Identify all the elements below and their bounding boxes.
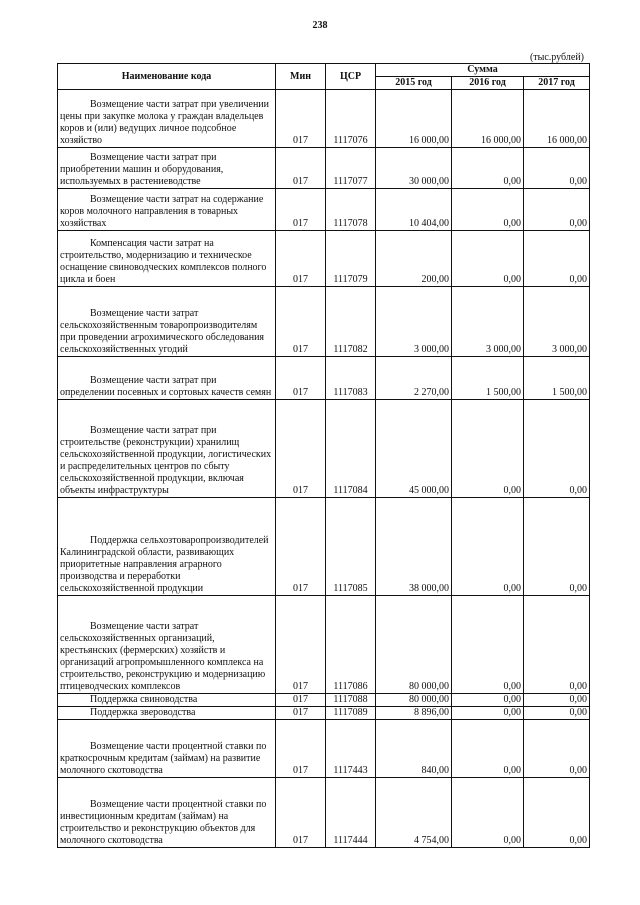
row-2016: 0,00 xyxy=(452,720,524,778)
row-name: Возмещение части затрат при определении посевных и сортовых качеств семян xyxy=(58,357,276,400)
row-name: Поддержка звероводства xyxy=(58,707,276,720)
table-row xyxy=(58,400,590,498)
row-name: Возмещение части затрат сельскохозяйственных организаций, крестьянских (фермерских) хозяйств и организаций агропромышленного комплекса на строительство, реконструкцию и модернизацию птицеводческих комплексов xyxy=(58,596,276,694)
row-csr: 1117083 xyxy=(326,357,376,400)
row-2016: 3 000,00 xyxy=(452,287,524,357)
row-2015: 8 896,00 xyxy=(376,707,452,720)
table-row xyxy=(58,778,590,848)
row-2016: 0,00 xyxy=(452,498,524,596)
row-name: Возмещение части затрат сельскохозяйственным товаропроизводителям при проведении агрохимического обследования сельскохозяйственных угодий xyxy=(58,287,276,357)
row-2016: 0,00 xyxy=(452,148,524,189)
row-2016: 0,00 xyxy=(452,778,524,848)
row-2016: 0,00 xyxy=(452,189,524,231)
row-csr: 1117084 xyxy=(326,400,376,498)
row-2017: 0,00 xyxy=(524,148,590,189)
row-min: 017 xyxy=(276,694,326,707)
row-2015: 45 000,00 xyxy=(376,400,452,498)
row-2017: 0,00 xyxy=(524,400,590,498)
header-csr: ЦСР xyxy=(326,64,376,90)
table-row xyxy=(58,148,590,189)
row-csr: 1117089 xyxy=(326,707,376,720)
table-row xyxy=(58,90,590,148)
row-2015: 30 000,00 xyxy=(376,148,452,189)
row-2016: 0,00 xyxy=(452,596,524,694)
row-2017: 1 500,00 xyxy=(524,357,590,400)
row-2017: 0,00 xyxy=(524,720,590,778)
row-csr: 1117085 xyxy=(326,498,376,596)
row-min: 017 xyxy=(276,707,326,720)
row-2015: 38 000,00 xyxy=(376,498,452,596)
row-name: Возмещение части затрат при приобретении машин и оборудования, используемых в растениеводстве xyxy=(58,148,276,189)
budget-table xyxy=(57,63,590,848)
row-name: Возмещение части затрат на содержание коров молочного направления в товарных хозяйствах xyxy=(58,189,276,231)
row-name: Возмещение части затрат при строительстве (реконструкции) хранилищ сельскохозяйственной продукции, логистических и распределительных центров по сбыту сельскохозяйственной продукции, включая объекты инфраструктуры xyxy=(58,400,276,498)
row-name: Возмещение части процентной ставки по инвестиционным кредитам (займам) на строительство и реконструкцию объектов для молочного скотоводства xyxy=(58,778,276,848)
header-min: Мин xyxy=(276,64,326,90)
row-2015: 200,00 xyxy=(376,231,452,287)
row-2016: 16 000,00 xyxy=(452,90,524,148)
row-csr: 1117076 xyxy=(326,90,376,148)
row-min: 017 xyxy=(276,90,326,148)
row-name: Поддержка свиноводства xyxy=(58,694,276,707)
row-name: Компенсация части затрат на строительство, модернизацию и техническое оснащение свиноводческих комплексов полного цикла и боен xyxy=(58,231,276,287)
header-name: Наименование кода xyxy=(58,64,276,90)
row-min: 017 xyxy=(276,287,326,357)
table-row xyxy=(58,596,590,694)
header-2017: 2017 год xyxy=(524,77,590,90)
row-csr: 1117086 xyxy=(326,596,376,694)
row-name: Возмещение части затрат при увеличении цены при закупке молока у граждан владельцев коров и (или) ведущих личное подсобное хозяйство xyxy=(58,90,276,148)
row-2015: 10 404,00 xyxy=(376,189,452,231)
table-row xyxy=(58,498,590,596)
header-2015: 2015 год xyxy=(376,77,452,90)
table-row xyxy=(58,720,590,778)
row-2015: 80 000,00 xyxy=(376,596,452,694)
row-csr: 1117079 xyxy=(326,231,376,287)
header-sum: Сумма xyxy=(376,64,590,77)
row-2015: 4 754,00 xyxy=(376,778,452,848)
row-min: 017 xyxy=(276,778,326,848)
row-min: 017 xyxy=(276,498,326,596)
row-2016: 0,00 xyxy=(452,694,524,707)
row-min: 017 xyxy=(276,357,326,400)
row-2015: 16 000,00 xyxy=(376,90,452,148)
row-min: 017 xyxy=(276,720,326,778)
row-min: 017 xyxy=(276,231,326,287)
row-2016: 1 500,00 xyxy=(452,357,524,400)
table-row xyxy=(58,694,590,707)
row-2017: 0,00 xyxy=(524,694,590,707)
page-number: 238 xyxy=(312,20,328,31)
header-2016: 2016 год xyxy=(452,77,524,90)
table-row xyxy=(58,707,590,720)
row-csr: 1117444 xyxy=(326,778,376,848)
row-2015: 3 000,00 xyxy=(376,287,452,357)
table-row xyxy=(58,231,590,287)
row-csr: 1117443 xyxy=(326,720,376,778)
row-min: 017 xyxy=(276,400,326,498)
row-2015: 2 270,00 xyxy=(376,357,452,400)
units-label: (тыс.рублей) xyxy=(529,52,584,63)
row-min: 017 xyxy=(276,189,326,231)
row-name: Возмещение части процентной ставки по краткосрочным кредитам (займам) на развитие молочного скотоводства xyxy=(58,720,276,778)
row-2017: 16 000,00 xyxy=(524,90,590,148)
row-2017: 0,00 xyxy=(524,778,590,848)
row-2017: 0,00 xyxy=(524,498,590,596)
row-2017: 0,00 xyxy=(524,231,590,287)
row-min: 017 xyxy=(276,596,326,694)
row-csr: 1117077 xyxy=(326,148,376,189)
table-row xyxy=(58,357,590,400)
row-min: 017 xyxy=(276,148,326,189)
row-csr: 1117082 xyxy=(326,287,376,357)
row-2017: 0,00 xyxy=(524,596,590,694)
row-2016: 0,00 xyxy=(452,707,524,720)
row-2017: 0,00 xyxy=(524,707,590,720)
row-2017: 0,00 xyxy=(524,189,590,231)
table-row xyxy=(58,287,590,357)
row-2015: 80 000,00 xyxy=(376,694,452,707)
row-name: Поддержка сельхозтоваропроизводителей Калининградской области, развивающих приоритетные направления аграрного производства и переработки сельскохозяйственной продукции xyxy=(58,498,276,596)
row-csr: 1117088 xyxy=(326,694,376,707)
row-2016: 0,00 xyxy=(452,400,524,498)
row-2017: 3 000,00 xyxy=(524,287,590,357)
table-row xyxy=(58,189,590,231)
row-2016: 0,00 xyxy=(452,231,524,287)
row-2015: 840,00 xyxy=(376,720,452,778)
row-csr: 1117078 xyxy=(326,189,376,231)
